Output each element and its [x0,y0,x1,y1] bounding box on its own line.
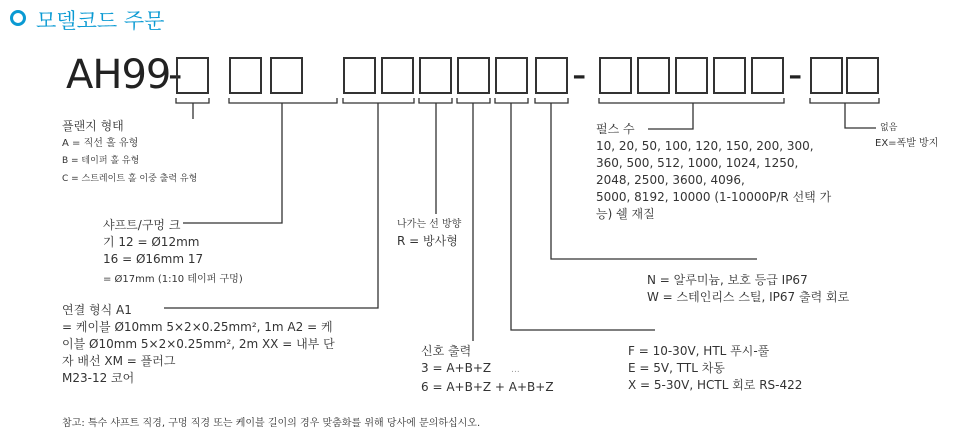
flange-title: 플랜지 형태 [62,119,124,133]
explosion-none: 없음 [880,123,898,133]
pulse-line-4: 5000, 8192, 10000 (1-10000P/R 선택 가 [596,190,832,204]
model-prefix: AH99 [66,52,171,98]
pulse-line-5: 능) 쉘 재질 [596,207,655,221]
shaft-title: 샤프트/구멍 크 [103,218,181,232]
flange-option-c: C = 스트레이트 홀 이중 출력 유형 [62,174,198,184]
material-option-n: N = 알루미늄, 보호 등급 IP67 [647,273,808,287]
pulse-line-1: 10, 20, 50, 100, 120, 150, 200, 300, [596,139,814,153]
signal-dots: ... [511,365,520,375]
material-option-w: W = 스테인리스 스틸, IP67 출력 회로 [647,290,850,304]
code-dash-2: - [572,52,587,98]
shaft-line-2: 16 = Ø16mm 17 [103,252,204,266]
page-title: 모델코드 주문 [36,9,165,33]
bracket-shaft [229,98,337,103]
pulse-group [596,121,831,223]
leader-explosion [845,103,876,128]
leader-shaft [183,103,282,223]
bracket-signal [457,98,490,103]
flange-group [62,118,197,188]
bracket-connection [343,98,414,103]
outlet-group [397,216,461,250]
bracket-explosion [810,98,879,103]
flange-option-b: B = 테이퍼 홀 유형 [62,156,140,166]
signal-group [421,343,554,396]
shaft-group [103,217,243,288]
connection-line-1: 연결 형식 A1 [62,303,132,317]
bracket-supply [495,98,528,103]
code-dash-1: - [168,52,183,98]
explosion-ex: EX=폭발 방지 [875,138,939,149]
pulse-line-3: 2048, 2500, 3600, 4096, [596,173,745,187]
shaft-line-3: = Ø17mm (1:10 테이퍼 구멍) [103,274,243,285]
connection-line-3: 이블 Ø10mm 5×2×0.25mm², 2m XX = 내부 단 [62,337,335,351]
explosion-group [875,120,939,152]
bracket-outlet [419,98,452,103]
supply-option-x: X = 5-30V, HCTL 회로 RS-422 [628,378,803,392]
supply-option-e: E = 5V, TTL 차동 [628,361,725,375]
shaft-line-1: 기 12 = Ø12mm [103,235,200,249]
outlet-option: R = 방사형 [397,234,458,248]
code-dash-3: - [788,52,803,98]
material-group [647,272,849,306]
supply-group [628,343,802,394]
connection-line-2: = 케이블 Ø10mm 5×2×0.25mm², 1m A2 = 케 [62,320,333,334]
footnote: 참고: 특수 샤프트 직경, 구멍 직경 또는 케이블 길이의 경우 맞춤화를 위해 당사에 문의하십시오. [62,418,481,429]
signal-option-6: 6 = A+B+Z + A+B+Z [421,380,554,394]
signal-option-3: 3 = A+B+Z ... [421,361,520,375]
pulse-line-2: 360, 500, 512, 1000, 1024, 1250, [596,156,799,170]
bracket-material [535,98,568,103]
connection-group [62,302,335,387]
bracket-flange [176,98,209,103]
pulse-title: 펄스 수 [596,122,635,136]
signal-title: 신호 출력 [421,344,472,358]
outlet-title: 나가는 선 방향 [397,219,462,230]
bracket-pulse [599,98,784,103]
connection-line-5: M23-12 코어 [62,371,135,385]
connection-line-4: 자 배선 XM = 플러그 [62,354,176,368]
supply-option-f: F = 10-30V, HTL 푸시-풀 [628,344,770,358]
flange-option-a: A = 직선 홀 유형 [62,138,139,149]
